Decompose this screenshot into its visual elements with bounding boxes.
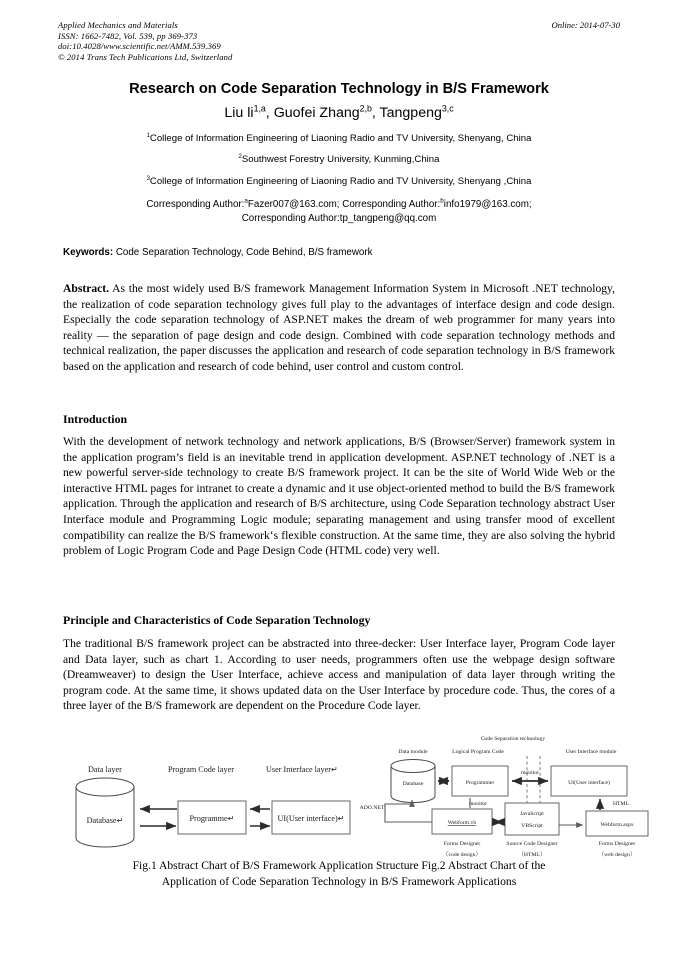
fig2-foot-forms-designer-web: Forms Designer [598, 841, 636, 847]
fig1-label-ui-layer: User Interface layer↵ [266, 765, 338, 774]
section-heading-introduction: Introduction [63, 412, 128, 426]
fig2-label-logical-program: Logical Program Code [452, 749, 504, 755]
figure-caption [63, 858, 615, 890]
author-sep-1: , [265, 105, 274, 121]
corr-sup-b: b [440, 197, 444, 205]
online-date: Online: 2014-07-30 [551, 20, 620, 30]
fig2-node-database: Database [402, 781, 424, 787]
journal-meta [58, 20, 232, 62]
author-sep-2: , [371, 105, 380, 121]
fig2-node-programmer: Programmer [465, 780, 495, 786]
abstract-label: Abstract. [63, 282, 110, 295]
corr-email-b: info1979@163.com; [443, 199, 532, 210]
fig2-node-ui: UI(User interface) [568, 780, 610, 786]
author-2-sup: 2,b [359, 103, 372, 114]
corr-label-1: Corresponding Author: [146, 199, 245, 210]
affiliation-2-sup: 2 [238, 153, 242, 160]
figures-svg [0, 730, 678, 860]
author-2-name: Guofei Zhang [273, 105, 360, 121]
author-3-sup: 3,c [441, 103, 454, 114]
fig2-edge-html: HTML [612, 801, 630, 807]
fig2-edge-monitor-top: monitor [520, 770, 540, 776]
fig2-node-script-box [505, 803, 559, 835]
fig1-node-ui: UI(User interface)↵ [277, 814, 345, 823]
page-title: Research on Code Separation Technology in B/S Framework [129, 81, 549, 97]
fig2-node-webform-vb: Webform.vb [447, 820, 477, 826]
affiliation-2-text: Southwest Forestry University, Kunming,China [241, 154, 440, 165]
abstract-text: As the most widely used B/S framework Management Information System in Microsoft .NET technology, the realization of code separation technology gives full play to the advantages of interface design and code design. Especially the code separation technology of ASP.NET makes the dream of web programmer for many years into reality — the separation of page design and code design. Combined with code separation technology methods and technical realization, the paper discusses the application and research of code separation technology in B/S framework based on the application and research of code behind, user control and custom control. [63, 282, 615, 373]
figure-1 [76, 765, 350, 847]
abstract-paragraph [63, 281, 615, 375]
corresponding-authors-line-1 [40, 198, 638, 212]
author-1-sup: 1,a [253, 103, 266, 114]
keywords-line [63, 247, 615, 258]
journal-copyright: © 2014 Trans Tech Publications Ltd, Switzerland [58, 51, 233, 62]
fig1-label-program-layer: Program Code layer [168, 765, 234, 774]
author-1-name: Liu li [224, 105, 254, 121]
section-body-principle: The traditional B/S framework project can be abstracted into three-decker: User Interface layer, Program Code layer and Data layer, such as chart 1. According to user needs, programmers often use the webpage design software (Dreamweaver) to design the User Interface, achieve access and manipulation of data layer through writing the program code. At the same time, it shows updated data on the User Interface by procedure code. Thus, the cores of a three layer of the B/S framework are dependent on the Procedure Code layer. [63, 637, 615, 713]
keywords-label: Keywords: [63, 247, 114, 258]
journal-name: Applied Mechanics and Materials [58, 20, 178, 30]
section-body-introduction: With the development of network technology and network applications, B/S (Browser/Server) framework system in the application program’s field is an inevitable trend in application development. ASP.NET technology of .NET is a new powerful server-side technology to create B/S framework project. It can be the site of World Wide Web or the interactive HTML pages for intranet to create a dynamic and it use object-oriented method to build the B/S framework application. Through the application and research of B/S architecture, using Code Separation technology abstract User Interface module and Programming Logic module; separating management and using transfer mood of excellent compatibility can realize the B/S framework‘s flexible construction. At the same time, they are also solving the hybrid problem of Logic Program Code and Page Design Code (HTML code) very well. [63, 435, 615, 558]
journal-issn: ISSN: 1662-7482, Vol. 539, pp 369-373 [58, 30, 198, 41]
corr-email-a: Fazer007@163.com; Corresponding Author: [247, 199, 441, 210]
fig2-title: Code Separation technology [480, 736, 546, 742]
fig2-node-webform-aspx: Webform.aspx [600, 822, 634, 828]
author-list [40, 103, 638, 123]
figure-caption-line-1: Fig.1 Abstract Chart of B/S Framework Application Structure Fig.2 Abstract Chart of the [132, 859, 546, 872]
journal-doi: doi:10.4028/www.scientific.net/AMM.539.369 [58, 41, 221, 52]
affiliation-2 [40, 154, 638, 166]
fig1-database-cylinder [76, 778, 134, 847]
fig2-edge-monitor-mid: monitor [468, 801, 488, 807]
fig1-node-programme: Programme↵ [189, 814, 235, 823]
fig2-label-ui-module: User Interface module [565, 749, 617, 755]
fig2-foot-html: （HTML） [518, 852, 546, 858]
affiliation-3 [40, 176, 638, 188]
affiliation-1-sup: 1 [146, 132, 150, 139]
section-heading-principle: Principle and Characteristics of Code Separation Technology [63, 613, 371, 627]
fig2-foot-web-design: （web design） [598, 852, 636, 858]
fig2-foot-source-code-designer: Source Code Designer [506, 841, 558, 847]
fig2-label-data-module: Data module [398, 749, 428, 755]
corr-sup-a: a [244, 197, 248, 205]
corresponding-authors-line-2: Corresponding Author:tp_tangpeng@qq.com [241, 213, 437, 224]
fig1-node-database: Database↵ [86, 816, 124, 825]
fig2-edge-ado-net: ADO.NET [359, 805, 385, 811]
affiliation-3-text: College of Information Engineering of Liaoning Radio and TV University, Shenyang ,China [149, 176, 532, 187]
figures-row [0, 730, 678, 860]
keywords-value: Code Separation Technology, Code Behind, B/S framework [113, 247, 373, 258]
figure-caption-line-2: Application of Code Separation Technology in B/S Framework Applications [161, 875, 517, 888]
fig2-foot-code-design: （code design） [442, 852, 482, 858]
fig2-edge-ado-net-path [385, 800, 432, 822]
fig2-foot-forms-designer-code: Forms Designer [443, 841, 481, 847]
fig2-node-script-2: VBScript [521, 823, 543, 829]
journal-header [58, 20, 620, 62]
figure-2 [360, 736, 648, 858]
affiliation-1 [40, 133, 638, 145]
affiliation-3-sup: 3 [146, 175, 150, 182]
affiliation-1-text: College of Information Engineering of Liaoning Radio and TV University, Shenyang, China [149, 133, 532, 144]
fig1-label-data-layer: Data layer [88, 765, 122, 774]
author-3-name: Tangpeng [379, 105, 442, 121]
fig2-node-script-1: JavaScript [520, 811, 544, 817]
